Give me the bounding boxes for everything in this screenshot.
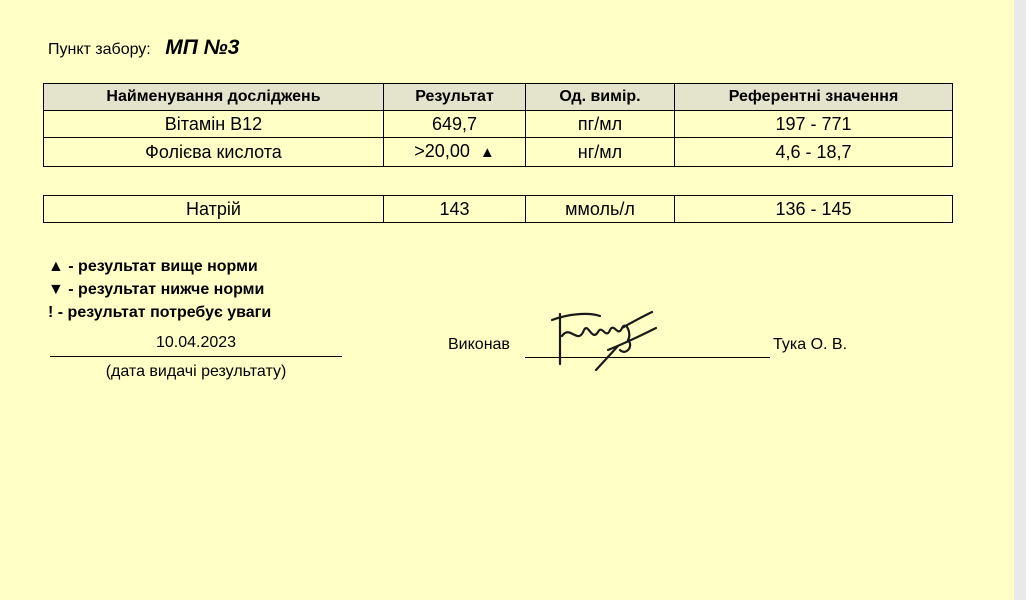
column-header-result: Результат [384,84,526,111]
performed-label: Виконав [448,336,510,353]
column-header-reference: Референтні значення [675,84,953,111]
test-reference: 4,6 - 18,7 [675,138,953,167]
test-name: Фолієва кислота [44,138,384,167]
test-name: Вітамін В12 [44,111,384,138]
table-row [44,138,953,167]
table-row [44,196,953,223]
test-result: >20,00 [414,141,470,161]
test-result-cell [384,138,526,167]
legend-below: ▼ - результат нижче норми [48,281,265,298]
signer-name: Тука О. В. [773,336,848,353]
column-header-name: Найменування досліджень [44,84,384,111]
legend [48,255,271,324]
test-result: 143 [384,196,526,223]
issue-date: 10.04.2023 [50,334,342,357]
test-unit: ммоль/л [526,196,675,223]
above-norm-icon: ▲ [479,144,495,161]
collection-point-value: МП №3 [165,36,240,59]
collection-point [48,36,239,60]
test-name: Натрій [44,196,384,223]
legend-above: ▲ - результат вище норми [48,258,258,275]
collection-point-label: Пункт забору: [48,41,151,58]
column-header-unit: Од. вимір. [526,84,675,111]
test-unit: пг/мл [526,111,675,138]
scroll-edge [1014,0,1026,600]
test-result: 649,7 [384,111,526,138]
test-reference: 197 - 771 [675,111,953,138]
issue-date-caption: (дата видачі результату) [105,363,287,380]
test-reference: 136 - 145 [675,196,953,223]
signature [548,306,668,376]
table-header-row [44,84,953,111]
legend-attention: ! - результат потребує уваги [48,304,272,321]
table-row [44,111,953,138]
test-unit: нг/мл [526,138,675,167]
results-table [43,83,953,167]
results-table-2 [43,195,953,223]
issue-date-block [50,334,342,381]
